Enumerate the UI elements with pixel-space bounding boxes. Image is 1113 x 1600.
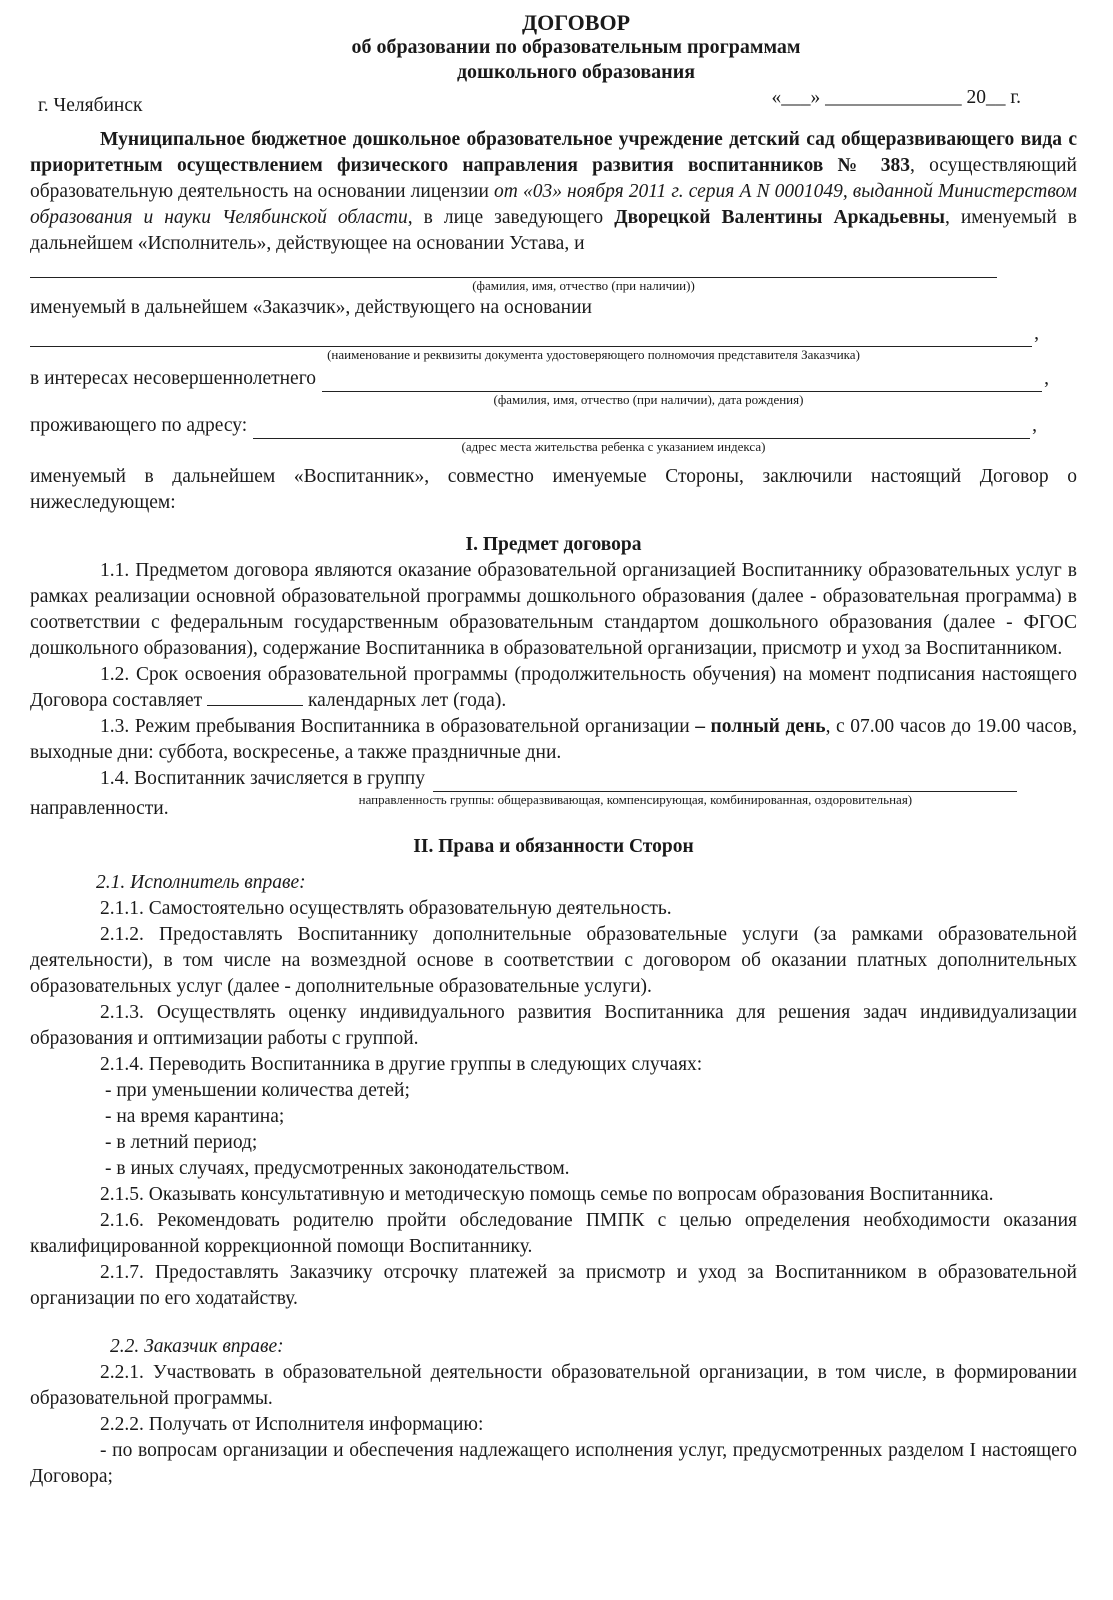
clause-1-3-mode: – полный день <box>695 716 826 737</box>
clause-2-1-3: 2.1.3. Осуществлять оценку индивидуального развития Воспитанника для решения задач индивидуализации образования и оптимизации работы с группой. <box>30 1002 1077 1049</box>
comma: , <box>1034 323 1039 344</box>
customer-basis-line: именуемый в дальнейшем «Заказчик», действующего на основании <box>30 297 592 318</box>
intro-text-2: , в лице заведующего <box>407 207 615 228</box>
address-field <box>30 413 1077 439</box>
address-line <box>253 418 1030 439</box>
caption-group: направленность группы: общеразвивающая, компенсирующая, комбинированная, оздоровительная) <box>358 792 913 807</box>
license-details: от «03» ноября 2011 г. серия А N 0001049, выданной Министерством образования и науки Челябинской области <box>30 181 1077 228</box>
transfer-cases-list <box>30 1078 1077 1182</box>
clause-1-2-unit: календарных лет (года). <box>307 690 507 711</box>
clause-2-2-2-item: - по вопросам организации и обеспечения надлежащего исполнения услуг, предусмотренных разделом I настоящего Договора; <box>30 1440 1077 1487</box>
caption-document: (наименование и реквизиты документа удостоверяющего полномочия представителя Заказчика) <box>327 347 860 362</box>
caption-fio: (фамилия, имя, отчество (при наличии)) <box>472 278 695 293</box>
clause-1-4-end: направленности. <box>30 798 169 819</box>
clause-2-1-1: 2.1.1. Самостоятельно осуществлять образовательную деятельность. <box>100 898 672 919</box>
subsection-2-1: 2.1. Исполнитель вправе: <box>96 872 306 893</box>
document-title: ДОГОВОР <box>521 10 631 35</box>
clause-2-1-2: 2.1.2. Предоставлять Воспитаннику дополнительные образовательные услуги (за рамками образовательной деятельности), в том числе на возмездной основе в соответствии с договором об оказании платных дополнительных образовательных услуг (далее - дополнительные образовательные услуги). <box>30 924 1077 997</box>
clause-1-3-hours: , с 07.00 часов до 19.00 часов, выходные дни: суббота, воскресенье, а также праздничные дни. <box>30 716 1077 763</box>
clause-2-1-4: 2.1.4. Переводить Воспитанника в другие группы в следующих случаях: <box>100 1054 703 1075</box>
head-name: Дворецкой Валентины Аркадьевны <box>614 207 945 228</box>
document-subtitle-2: дошкольного образования <box>456 61 696 83</box>
minor-line <box>322 371 1042 392</box>
intro-paragraph <box>30 127 1077 257</box>
section-2-title: II. Права и обязанности Сторон <box>413 836 694 857</box>
document-subtitle-1: об образовании по образовательным программам <box>351 36 801 58</box>
clause-1-2-text: 1.2. Срок освоения образовательной программы (продолжительность обучения) на момент подписания настоящего Договора составляет <box>30 664 1077 711</box>
clause-2-1-7: 2.1.7. Предоставлять Заказчику отсрочку платежей за присмотр и уход за Воспитанником в образовательной организации по его ходатайству. <box>30 1262 1077 1309</box>
date-blank: «___» ______________ 20__ г. <box>771 87 1021 108</box>
intro-text-3: , именуемый в дальнейшем «Исполнитель», действующее на основании Устава, и <box>30 207 1077 254</box>
organization-name: Муниципальное бюджетное дошкольное образовательное учреждение детский сад общеразвивающего вида с приоритетным осуществлением физического направления развития воспитанников № 383 <box>30 129 1077 176</box>
caption-child: (фамилия, имя, отчество (при наличии), дата рождения) <box>493 392 804 407</box>
clause-2-1-6: 2.1.6. Рекомендовать родителю пройти обследование ПМПК с целью определения необходимости оказания квалифицированной коррекционной помощи Воспитаннику. <box>30 1210 1077 1257</box>
clause-2-2-2: 2.2.2. Получать от Исполнителя информацию: <box>100 1414 484 1435</box>
address-label: проживающего по адресу: <box>30 415 248 436</box>
minor-field <box>30 366 1077 392</box>
spacer <box>30 1312 1077 1334</box>
subsection-2-2: 2.2. Заказчик вправе: <box>110 1336 284 1357</box>
clause-1-2 <box>30 662 1077 714</box>
comma: , <box>1032 415 1037 436</box>
comma: , <box>1044 368 1049 389</box>
clause-2-2-1: 2.2.1. Участвовать в образовательной деятельности образовательной организации, в том числе, в формировании образовательной программы. <box>30 1362 1077 1409</box>
closing-paragraph: именуемый в дальнейшем «Воспитанник», совместно именуемые Стороны, заключили настоящий Договор о нижеследующем: <box>30 466 1077 513</box>
clause-1-3-text: 1.3. Режим пребывания Воспитанника в образовательной организации <box>100 716 696 737</box>
clause-1-4-tail <box>30 792 1077 822</box>
clause-1-1: 1.1. Предметом договора являются оказание образовательной организацией Воспитаннику образовательных услуг в рамках реализации основной образовательной программы дошкольного образования (далее - образовательная программа) в соответствии с федеральным государственным образовательным стандартом дошкольного образования (далее - ФГОС дошкольного образования), содержание Воспитанника в образовательной организации, присмотр и уход за Воспитанником. <box>30 560 1077 659</box>
list-item: - в иных случаях, предусмотренных законодательством. <box>105 1158 570 1179</box>
intro-text-1: , осуществляющий образовательную деятельность на основании лицензии <box>30 155 1077 202</box>
group-line <box>433 771 1017 792</box>
clause-2-1-5: 2.1.5. Оказывать консультативную и методическую помощь семье по вопросам образования Воспитанника. <box>100 1184 994 1205</box>
customer-doc-field <box>30 321 1077 347</box>
list-item: - при уменьшении количества детей; <box>105 1080 410 1101</box>
caption-address: (адрес места жительства ребенка с указанием индекса) <box>461 439 766 454</box>
clause-1-4 <box>30 766 1077 792</box>
clause-1-3 <box>30 714 1077 766</box>
customer-doc-line <box>30 326 1032 347</box>
customer-name-line <box>30 257 997 278</box>
minor-label: в интересах несовершеннолетнего <box>30 368 316 389</box>
list-item: - в летний период; <box>105 1132 258 1153</box>
section-1-title: I. Предмет договора <box>465 534 642 555</box>
city-date-row <box>30 87 1077 117</box>
customer-name-field <box>30 257 1077 293</box>
city: г. Челябинск <box>38 95 143 116</box>
list-item: - на время карантина; <box>105 1106 285 1127</box>
term-blank <box>207 689 303 706</box>
clause-1-4-text: 1.4. Воспитанник зачисляется в группу <box>100 768 425 789</box>
